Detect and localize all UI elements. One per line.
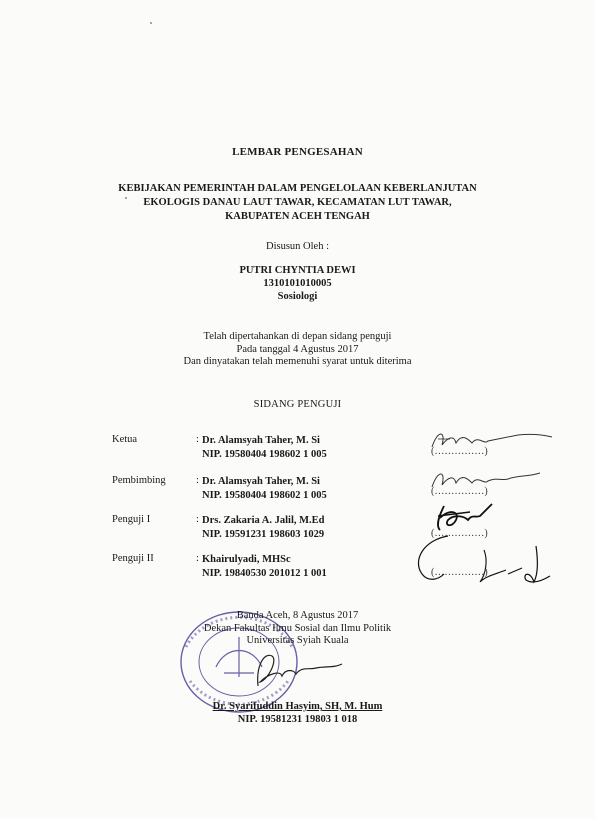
signature-line: (……………) (431, 486, 488, 497)
panel-nip: NIP. 19580404 198602 1 005 (202, 490, 327, 501)
defense-line: Dan dinyatakan telah memenuhi syarat untuk diterima (183, 356, 412, 367)
signature-ketua (428, 425, 558, 455)
dean-nip: NIP. 19581231 19803 1 018 (237, 714, 358, 725)
panel-colon: : (196, 475, 199, 486)
panel-nip: NIP. 19591231 198603 1029 (202, 529, 325, 540)
defense-line: Telah dipertahankan di depan sidang penguji (203, 331, 392, 342)
panel-role: Pembimbing (112, 475, 166, 486)
author-program: Sosiologi (277, 291, 318, 302)
thesis-title (0, 182, 595, 224)
thesis-title-line: EKOLOGIS DANAU LAUT TAWAR, KECAMATAN LUT TAWAR, (143, 197, 452, 208)
dean-title: Dekan Fakultas Ilmu Sosial dan Ilmu Politik (203, 622, 392, 634)
compiled-by-label: Disusun Oleh : (266, 241, 329, 252)
signature-line: (……………) (431, 446, 488, 457)
panel-name: Dr. Alamsyah Taher, M. Si (202, 435, 320, 446)
panel-name: Drs. Zakaria A. Jalil, M.Ed (202, 515, 325, 526)
panel-colon: : (196, 514, 199, 525)
panel-name: Khairulyadi, MHSc (202, 554, 291, 565)
author-nim: 1310101010005 (263, 278, 332, 289)
panel-person (202, 475, 327, 503)
panel-colon: : (196, 434, 199, 445)
panel-role: Penguji I (112, 514, 151, 525)
defense-line: Pada tanggal 4 Agustus 2017 (236, 343, 359, 355)
university-name: Universitas Syiah Kuala (246, 635, 349, 646)
signature-penguji-2 (404, 530, 564, 590)
speck (150, 22, 152, 24)
dean-signature-block (0, 700, 595, 726)
author-block (0, 264, 595, 303)
panel-colon: : (196, 553, 199, 564)
panel-heading: SIDANG PENGUJI (253, 399, 342, 410)
thesis-title-line: KEBIJAKAN PEMERINTAH DALAM PENGELOLAAN KEBERLANJUTAN (118, 183, 477, 194)
signature-dean (238, 646, 348, 692)
panel-person (202, 434, 327, 462)
thesis-title-line: KABUPATEN ACEH TENGAH (225, 211, 370, 222)
signature-line: (……………) (431, 528, 488, 539)
signature-line: (……………) (431, 567, 488, 578)
panel-nip: NIP. 19840530 201012 1 001 (202, 568, 327, 579)
panel-role: Ketua (112, 434, 138, 445)
panel-role: Penguji II (112, 553, 154, 564)
place-date: Banda Aceh, 8 Agustus 2017 (236, 610, 359, 621)
signature-pembimbing (428, 465, 548, 495)
page-title: LEMBAR PENGESAHAN (232, 146, 363, 158)
author-name: PUTRI CHYNTIA DEWI (239, 265, 356, 276)
panel-name: Dr. Alamsyah Taher, M. Si (202, 476, 320, 487)
closing-block (0, 610, 595, 648)
panel-nip: NIP. 19580404 198602 1 005 (202, 449, 327, 460)
defense-statement (0, 331, 595, 369)
dean-name: Dr. Syarifuddin Hasyim, SH, M. Hum (212, 701, 383, 712)
panel-person (202, 514, 325, 542)
panel-person (202, 553, 327, 581)
